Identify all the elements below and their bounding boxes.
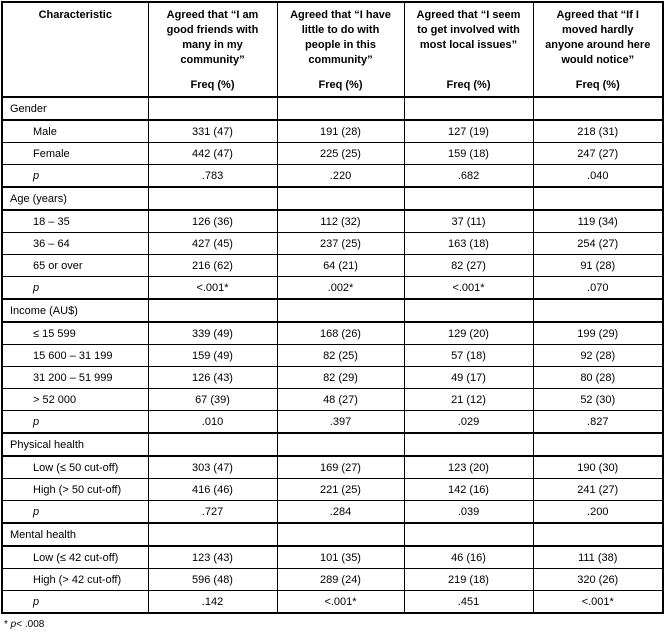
- empty-cell: [533, 299, 663, 322]
- footnote-p-symbol: p: [10, 619, 17, 630]
- measure-statement-label: Agreed that “I seem to get involved with most local issues”: [416, 9, 521, 51]
- value-cell: 48 (27): [277, 389, 404, 411]
- value-cell: .451: [404, 591, 533, 614]
- value-cell: <.001*: [277, 591, 404, 614]
- empty-cell: [148, 187, 277, 210]
- row-label-cell: 65 or over: [2, 255, 148, 277]
- measure-statement-label: Agreed that “I have little to do with people in this community”: [290, 9, 391, 66]
- empty-cell: [533, 97, 663, 120]
- freq-label: Freq (%): [575, 79, 620, 91]
- value-cell: .142: [148, 591, 277, 614]
- row-label-cell: p: [2, 411, 148, 434]
- footnote-marker: *: [4, 619, 11, 630]
- row-label-cell: 31 200 – 51 999: [2, 367, 148, 389]
- value-cell: 92 (28): [533, 345, 663, 367]
- section-name-cell: Gender: [2, 97, 148, 120]
- value-cell: 190 (30): [533, 456, 663, 479]
- value-cell: 191 (28): [277, 120, 404, 143]
- empty-cell: [404, 299, 533, 322]
- section-row-2: [2, 187, 663, 210]
- value-cell: 225 (25): [277, 143, 404, 165]
- value-cell: 49 (17): [404, 367, 533, 389]
- value-cell: 241 (27): [533, 479, 663, 501]
- value-cell: .397: [277, 411, 404, 434]
- section-name-cell: Age (years): [2, 187, 148, 210]
- freq-label: Freq (%): [318, 79, 363, 91]
- value-cell: .040: [533, 165, 663, 188]
- data-row: [2, 367, 663, 389]
- value-cell: .002*: [277, 277, 404, 300]
- value-cell: 52 (30): [533, 389, 663, 411]
- row-label-cell: Male: [2, 120, 148, 143]
- row-label-cell: 18 – 35: [2, 210, 148, 233]
- section-row-4: [2, 433, 663, 456]
- data-row: [2, 456, 663, 479]
- header-cell-content: [286, 8, 396, 92]
- value-cell: 219 (18): [404, 569, 533, 591]
- value-cell: 64 (21): [277, 255, 404, 277]
- section-row-1: [2, 97, 663, 120]
- table-body: [2, 97, 663, 613]
- value-cell: 159 (18): [404, 143, 533, 165]
- freq-label: Freq (%): [446, 79, 491, 91]
- value-cell: 218 (31): [533, 120, 663, 143]
- value-cell: 142 (16): [404, 479, 533, 501]
- value-cell: 247 (27): [533, 143, 663, 165]
- empty-cell: [148, 433, 277, 456]
- empty-cell: [533, 187, 663, 210]
- measure-statement-label: Agreed that “If I moved hardly anyone around here would notice”: [545, 9, 651, 66]
- value-cell: 123 (20): [404, 456, 533, 479]
- data-row: [2, 233, 663, 255]
- value-cell: 21 (12): [404, 389, 533, 411]
- row-label-cell: ≤ 15 599: [2, 322, 148, 345]
- table-footnote: [1, 614, 664, 630]
- section-name-cell: Physical health: [2, 433, 148, 456]
- value-cell: .010: [148, 411, 277, 434]
- value-cell: .029: [404, 411, 533, 434]
- characteristics-table: [1, 1, 664, 614]
- value-cell: 416 (46): [148, 479, 277, 501]
- header-row: [2, 2, 663, 97]
- row-label-cell: p: [2, 591, 148, 614]
- row-label-cell: p: [2, 165, 148, 188]
- value-cell: .827: [533, 411, 663, 434]
- footnote-threshold: < .008: [16, 619, 45, 630]
- column-header-measure-1: [148, 2, 277, 97]
- value-cell: 111 (38): [533, 546, 663, 569]
- table-header: [2, 2, 663, 97]
- header-cell-content: [413, 8, 525, 92]
- characteristic-header-label: Characteristic: [38, 9, 112, 21]
- value-cell: 57 (18): [404, 345, 533, 367]
- row-label-cell: p: [2, 277, 148, 300]
- data-row: [2, 345, 663, 367]
- header-cell-content: [542, 8, 655, 92]
- data-row: [2, 120, 663, 143]
- value-cell: 442 (47): [148, 143, 277, 165]
- value-cell: 339 (49): [148, 322, 277, 345]
- header-cell-content: [11, 8, 140, 92]
- empty-cell: [404, 97, 533, 120]
- column-header-characteristic: [2, 2, 148, 97]
- p-row: [2, 165, 663, 188]
- empty-cell: [277, 187, 404, 210]
- data-row: [2, 569, 663, 591]
- value-cell: 67 (39): [148, 389, 277, 411]
- value-cell: 37 (11): [404, 210, 533, 233]
- value-cell: 82 (25): [277, 345, 404, 367]
- value-cell: <.001*: [533, 591, 663, 614]
- value-cell: .039: [404, 501, 533, 524]
- section-row-5: [2, 523, 663, 546]
- empty-cell: [404, 433, 533, 456]
- value-cell: 331 (47): [148, 120, 277, 143]
- value-cell: .783: [148, 165, 277, 188]
- row-label-cell: High (> 50 cut-off): [2, 479, 148, 501]
- row-label-cell: p: [2, 501, 148, 524]
- section-name-cell: Income (AU$): [2, 299, 148, 322]
- value-cell: 112 (32): [277, 210, 404, 233]
- data-row: [2, 210, 663, 233]
- row-label-cell: 36 – 64: [2, 233, 148, 255]
- row-label-cell: Low (≤ 42 cut-off): [2, 546, 148, 569]
- empty-cell: [533, 523, 663, 546]
- empty-cell: [404, 187, 533, 210]
- empty-cell: [277, 523, 404, 546]
- empty-cell: [277, 299, 404, 322]
- section-name-cell: Mental health: [2, 523, 148, 546]
- value-cell: 237 (25): [277, 233, 404, 255]
- data-row: [2, 546, 663, 569]
- value-cell: 123 (43): [148, 546, 277, 569]
- value-cell: <.001*: [404, 277, 533, 300]
- row-label-cell: > 52 000: [2, 389, 148, 411]
- value-cell: 254 (27): [533, 233, 663, 255]
- data-row: [2, 322, 663, 345]
- value-cell: 320 (26): [533, 569, 663, 591]
- empty-cell: [404, 523, 533, 546]
- value-cell: 127 (19): [404, 120, 533, 143]
- row-label-cell: Low (≤ 50 cut-off): [2, 456, 148, 479]
- value-cell: 289 (24): [277, 569, 404, 591]
- header-cell-content: [157, 8, 269, 92]
- value-cell: 46 (16): [404, 546, 533, 569]
- freq-label: Freq (%): [190, 79, 235, 91]
- p-row: [2, 411, 663, 434]
- value-cell: .284: [277, 501, 404, 524]
- value-cell: 91 (28): [533, 255, 663, 277]
- p-row: [2, 591, 663, 614]
- value-cell: 221 (25): [277, 479, 404, 501]
- p-row: [2, 277, 663, 300]
- value-cell: 82 (29): [277, 367, 404, 389]
- value-cell: 169 (27): [277, 456, 404, 479]
- value-cell: 126 (43): [148, 367, 277, 389]
- value-cell: .682: [404, 165, 533, 188]
- empty-cell: [148, 523, 277, 546]
- empty-cell: [277, 433, 404, 456]
- value-cell: 80 (28): [533, 367, 663, 389]
- value-cell: .220: [277, 165, 404, 188]
- value-cell: 427 (45): [148, 233, 277, 255]
- row-label-cell: Female: [2, 143, 148, 165]
- value-cell: 159 (49): [148, 345, 277, 367]
- value-cell: 596 (48): [148, 569, 277, 591]
- data-row: [2, 389, 663, 411]
- p-row: [2, 501, 663, 524]
- row-label-cell: 15 600 – 31 199: [2, 345, 148, 367]
- data-row: [2, 143, 663, 165]
- measure-statement-label: Agreed that “I am good friends with many in my community”: [166, 9, 259, 66]
- value-cell: 126 (36): [148, 210, 277, 233]
- value-cell: 82 (27): [404, 255, 533, 277]
- column-header-measure-2: [277, 2, 404, 97]
- data-row: [2, 255, 663, 277]
- value-cell: 119 (34): [533, 210, 663, 233]
- value-cell: 199 (29): [533, 322, 663, 345]
- value-cell: 216 (62): [148, 255, 277, 277]
- column-header-measure-3: [404, 2, 533, 97]
- empty-cell: [148, 97, 277, 120]
- empty-cell: [533, 433, 663, 456]
- value-cell: 129 (20): [404, 322, 533, 345]
- row-label-cell: High (> 42 cut-off): [2, 569, 148, 591]
- empty-cell: [277, 97, 404, 120]
- value-cell: 101 (35): [277, 546, 404, 569]
- value-cell: .070: [533, 277, 663, 300]
- value-cell: 163 (18): [404, 233, 533, 255]
- data-row: [2, 479, 663, 501]
- section-row-3: [2, 299, 663, 322]
- value-cell: 303 (47): [148, 456, 277, 479]
- column-header-measure-4: [533, 2, 663, 97]
- value-cell: .727: [148, 501, 277, 524]
- value-cell: <.001*: [148, 277, 277, 300]
- value-cell: 168 (26): [277, 322, 404, 345]
- value-cell: .200: [533, 501, 663, 524]
- empty-cell: [148, 299, 277, 322]
